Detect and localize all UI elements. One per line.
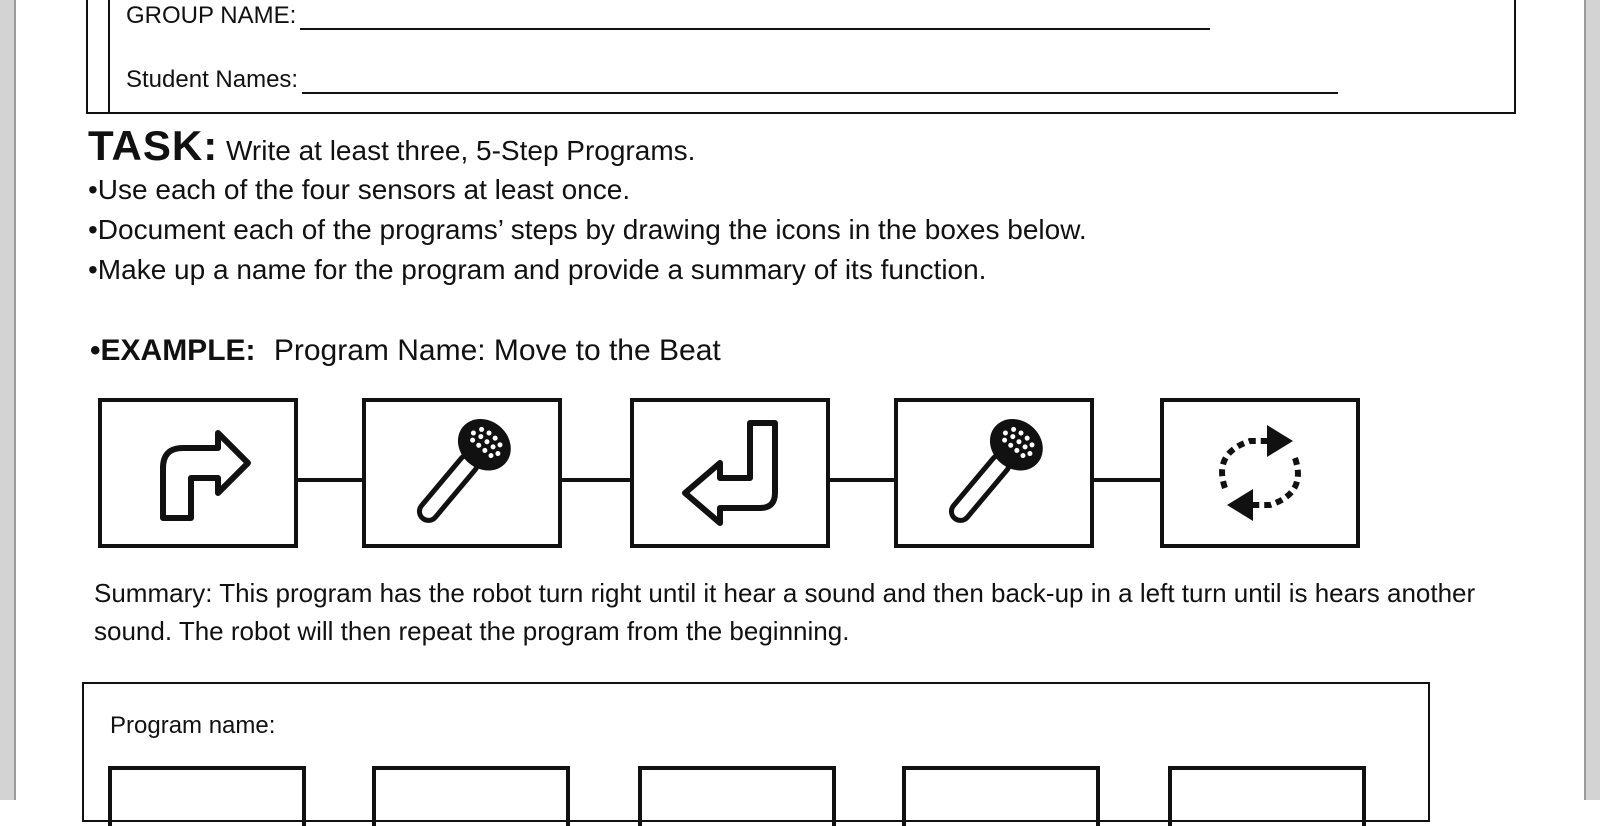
empty-step-box-1[interactable] (108, 766, 306, 826)
window-frame-right (1584, 0, 1600, 800)
example-step-2 (362, 398, 562, 548)
example-label: •EXAMPLE: (90, 334, 256, 367)
empty-step-box-3[interactable] (638, 766, 836, 826)
student-names-field[interactable] (126, 66, 1338, 94)
group-name-field[interactable] (126, 2, 1210, 30)
task-text: Write at least three, 5-Step Programs. (225, 135, 696, 166)
window-frame-left (0, 0, 16, 800)
microphone-icon (397, 413, 527, 533)
group-name-blank[interactable] (300, 27, 1210, 30)
student-names-blank[interactable] (302, 91, 1338, 94)
task-label: TASK: (88, 122, 219, 169)
step-connector (296, 478, 364, 482)
example-program-name: Program Name: Move to the Beat (273, 334, 721, 367)
empty-step-box-5[interactable] (1168, 766, 1366, 826)
margin-line (108, 0, 110, 112)
turn-right-arrow-icon (133, 413, 263, 533)
example-step-1 (98, 398, 298, 548)
step-connector (828, 478, 896, 482)
task-heading (88, 122, 695, 170)
example-step-5 (1160, 398, 1360, 548)
example-heading (90, 334, 721, 368)
task-bullet-1: •Use each of the four sensors at least once. (88, 174, 631, 205)
program-name-label: Program name: (110, 712, 276, 739)
empty-step-box-2[interactable] (372, 766, 570, 826)
name-entry-box (86, 0, 1516, 114)
example-step-3 (630, 398, 830, 548)
example-summary: Summary: This program has the robot turn right until it hear a sound and then back-up in a left turn until is hears another sound. The robot will then repeat the program from the beginning. (94, 578, 1476, 646)
empty-step-box-4[interactable] (902, 766, 1100, 826)
group-name-label: GROUP NAME: (126, 2, 297, 29)
step-connector (1092, 478, 1162, 482)
back-left-turn-arrow-icon (665, 413, 795, 533)
student-names-label: Student Names: (126, 66, 299, 93)
repeat-loop-icon (1195, 413, 1325, 533)
example-step-4 (894, 398, 1094, 548)
microphone-icon (929, 413, 1059, 533)
task-bullet-3: •Make up a name for the program and provide a summary of its function. (88, 254, 987, 285)
step-connector (560, 478, 632, 482)
task-bullet-2: •Document each of the programs’ steps by drawing the icons in the boxes below. (88, 214, 1087, 245)
